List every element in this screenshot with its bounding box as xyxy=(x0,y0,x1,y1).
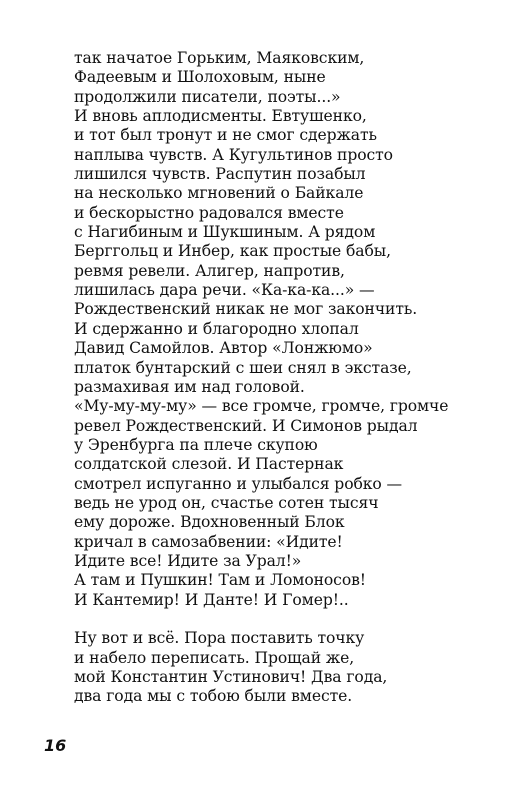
poem-line: два года мы с тобою были вместе. xyxy=(74,687,353,706)
poem-line: так начатое Горьким, Маяковским, xyxy=(74,49,365,67)
stanza-1 xyxy=(74,49,506,610)
poem-line: «Му-му-му-му» — все громче, громче, громче xyxy=(74,397,449,416)
poem-line: наплыва чувств. А Кугультинов просто xyxy=(74,145,393,164)
poem-line: ревмя ревели. Алигер, напротив, xyxy=(74,261,345,280)
page-number: 16 xyxy=(44,736,67,755)
poem-text xyxy=(74,49,506,707)
poem-line: лишился чувств. Распутин позабыл xyxy=(74,165,366,184)
poem-line: ревел Рождественский. И Симонов рыдал xyxy=(74,416,418,435)
poem-line: ему дороже. Вдохновенный Блок xyxy=(74,513,345,532)
poem-line: продолжили писатели, поэты...» xyxy=(74,87,341,106)
poem-line: на несколько мгновений о Байкале xyxy=(74,184,364,203)
stanza-break xyxy=(74,610,506,629)
poem-line: И сдержанно и благородно хлопал xyxy=(74,319,359,338)
poem-line: Берггольц и Инбер, как простые бабы, xyxy=(74,242,391,261)
poem-line: мой Константин Устинович! Два года, xyxy=(74,668,388,686)
poem-line: размахивая им над головой. xyxy=(74,377,305,396)
poem-line: Фадеевым и Шолоховым, ныне xyxy=(74,68,326,87)
poem-line: А там и Пушкин! Там и Ломоносов! xyxy=(74,571,366,590)
poem-line: кричал в самозабвении: «Идите! xyxy=(74,532,343,551)
poem-line: Рождественский никак не мог закончить. xyxy=(74,300,418,319)
poem-line: у Эренбурга па плече скупою xyxy=(74,435,318,454)
poem-line: и бескорыстно радовался вместе xyxy=(74,203,344,222)
poem-line: ведь не урод он, счастье сотен тысяч xyxy=(74,493,379,512)
poem-line: смотрел испуганно и улыбался робко — xyxy=(74,474,403,493)
poem-line: Ну вот и всё. Пора поставить точку xyxy=(74,629,365,648)
poem-line: с Нагибиным и Шукшиным. А рядом xyxy=(74,223,376,242)
poem-line: солдатской слезой. И Пастернак xyxy=(74,455,344,474)
poem-line: платок бунтарский с шеи снял в экстазе, xyxy=(74,358,412,377)
stanza-2 xyxy=(74,629,506,706)
poem-line: И Кантемир! И Данте! И Гомер!.. xyxy=(74,590,349,609)
poem-line: Давид Самойлов. Автор «Лонжюмо» xyxy=(74,339,373,358)
poem-line: лишилась дара речи. «Ка-ка-ка...» — xyxy=(74,281,375,300)
poem-line: И вновь аплодисменты. Евтушенко, xyxy=(74,107,367,126)
poem-line: и набело переписать. Прощай же, xyxy=(74,648,355,667)
poem-line: Идите все! Идите за Урал!» xyxy=(74,551,302,570)
poem-line: и тот был тронут и не смог сдержать xyxy=(74,126,377,145)
